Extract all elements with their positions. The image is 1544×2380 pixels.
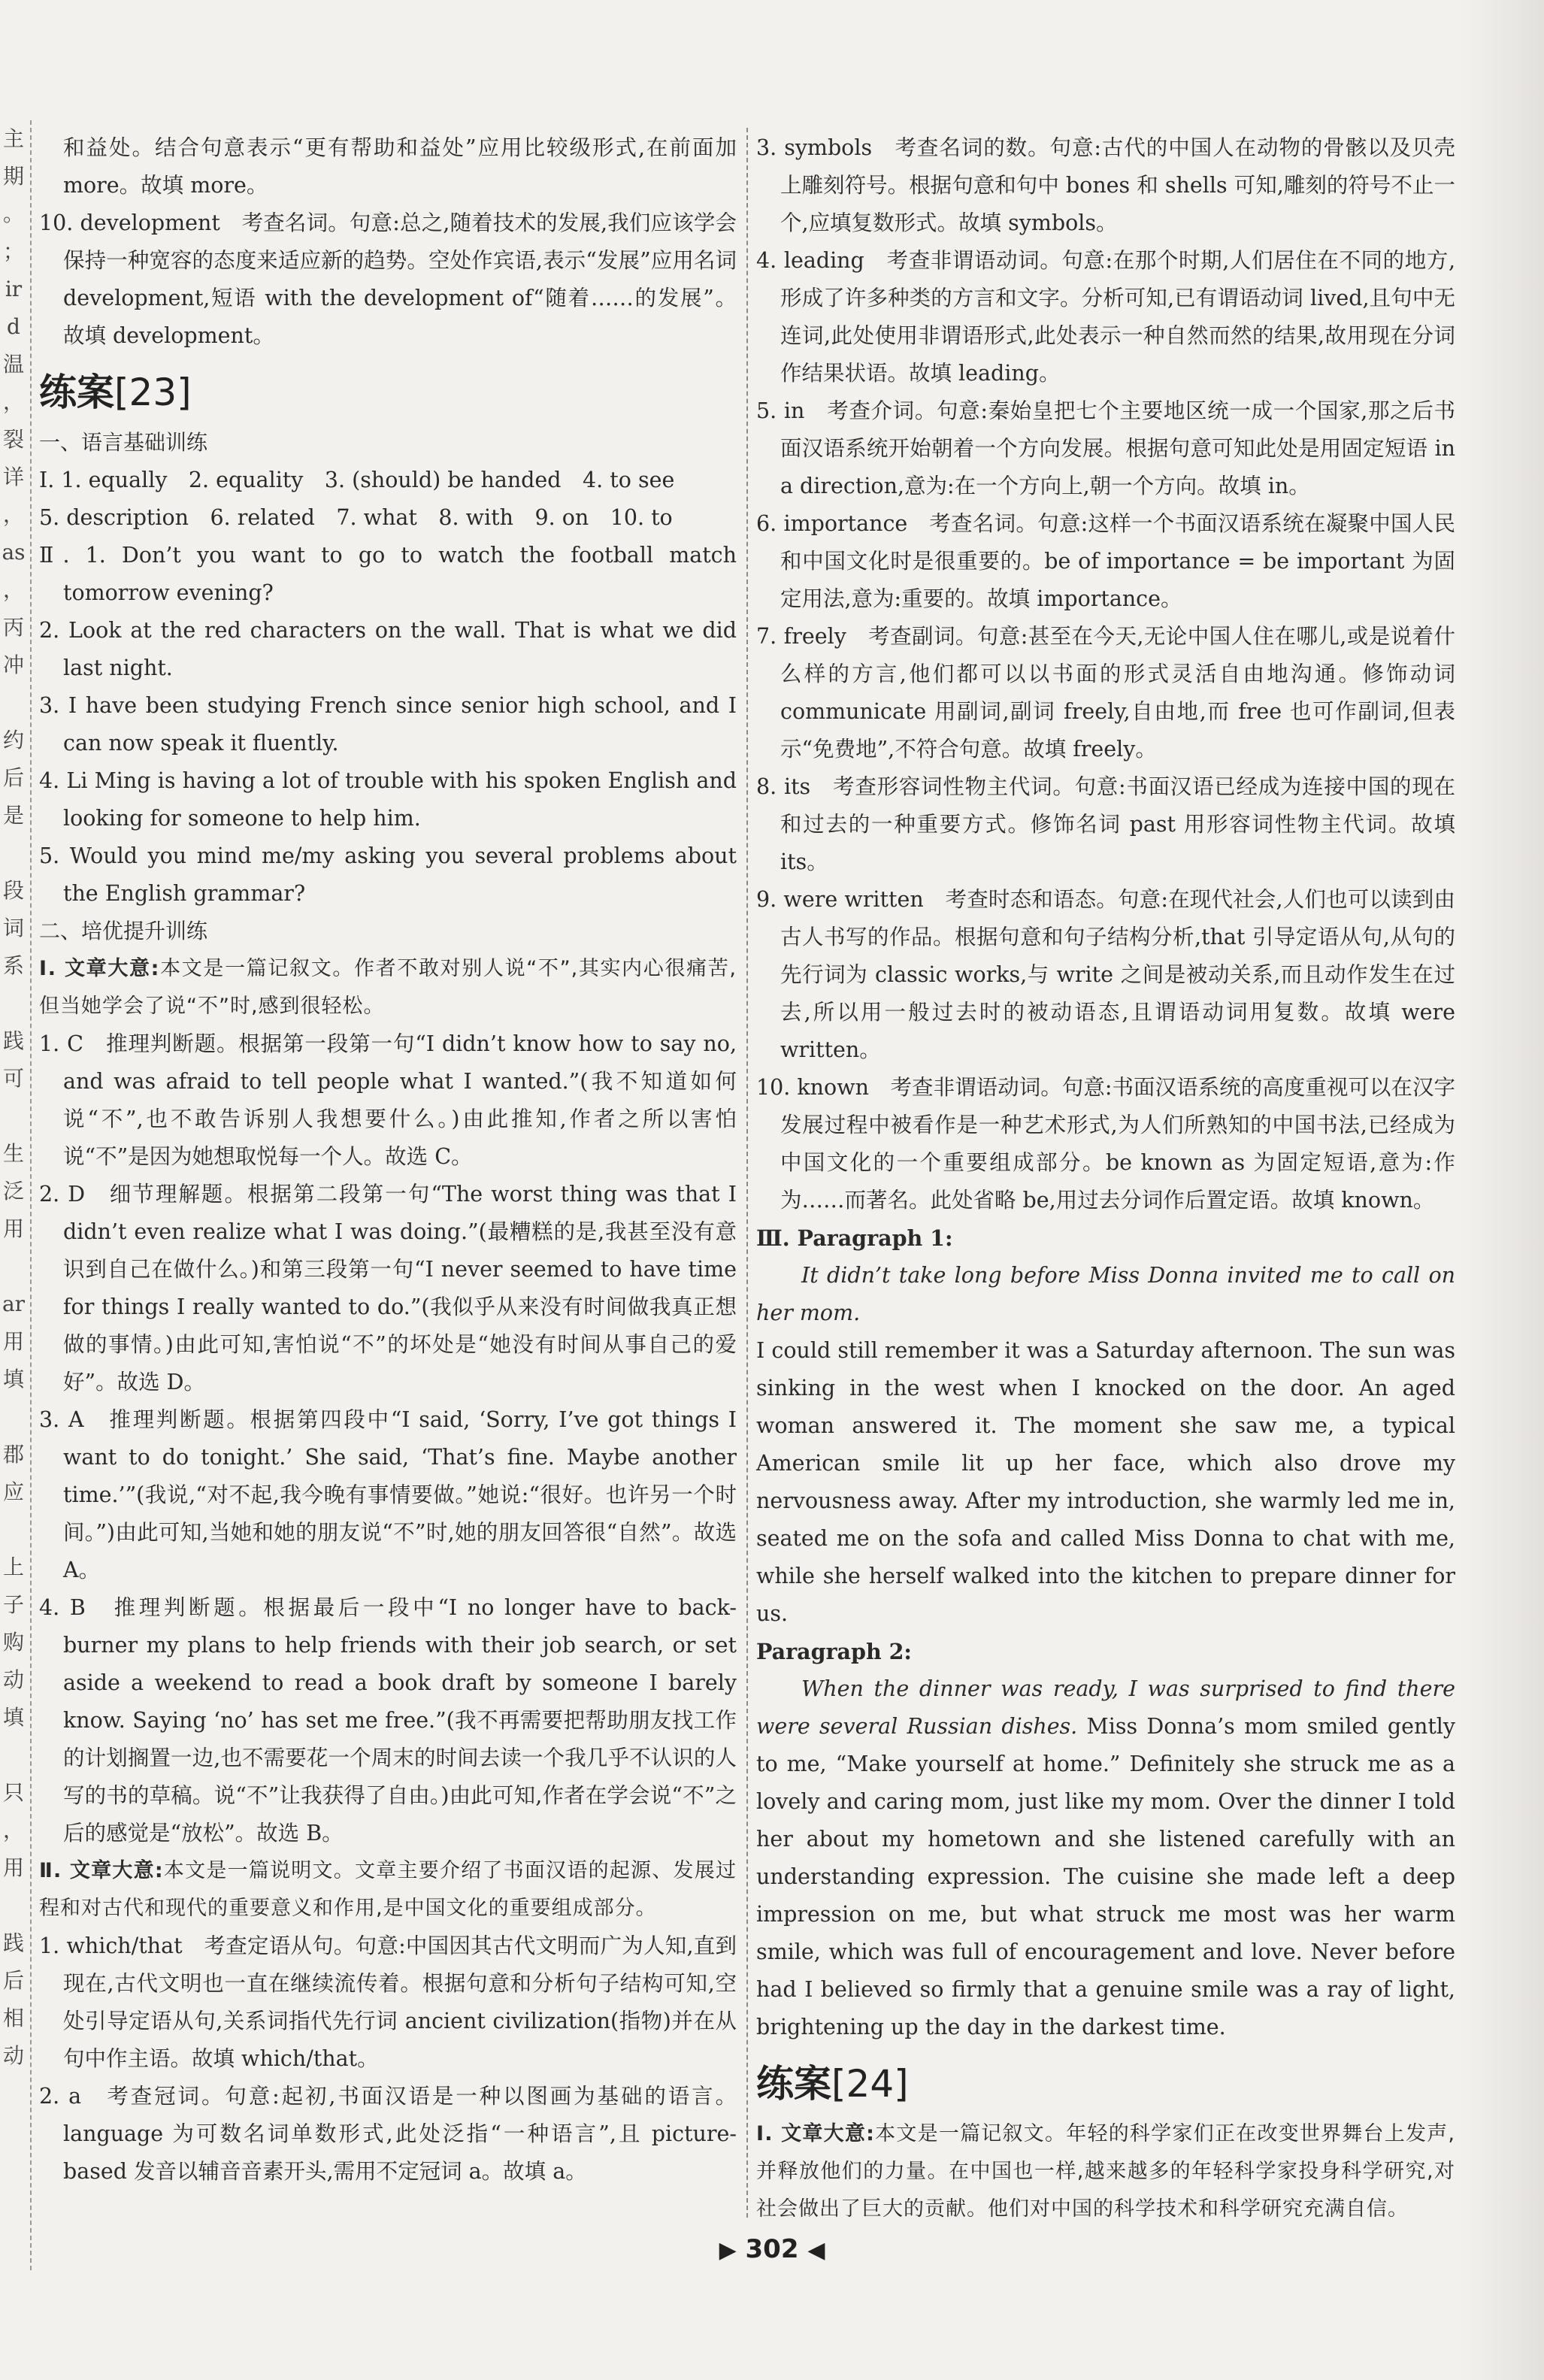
margin-fragment: 填: [2, 1705, 24, 1730]
margin-fragment: 子: [2, 1592, 24, 1617]
margin-fragment: 践: [2, 1028, 24, 1053]
part-title: 二、培优提升训练: [39, 919, 208, 943]
answer-item: 4. leading 考查非谓语动词。句意:在那个时期,人们居住在不同的地方,形成了许多种类的方言和文字。分析可知,已有谓语动词 lived,且句中无连词,此处使用非谓语形式,此处表示一种自然而然的结果,故用现在分词作结果状语。故填 leading。: [756, 248, 1455, 386]
margin-fragment: 期: [2, 164, 24, 189]
summary-label: Ⅱ. 文章大意:: [39, 1859, 164, 1882]
answer-item: 8. its 考查形容词性物主代词。句意:书面汉语已经成为连接中国的现在和过去的一种重要方式。修饰名词 past 用形容词性物主代词。故填 its。: [756, 774, 1455, 874]
answer-item: 1. which/that 考查定语从句。句意:中国因其古代文明而广为人知,直到现在,古代文明也一直在继续流传着。根据句意和分析句子结构可知,空处引导定语从句,关系词指代先行词 ancient civilization(指物)并在从句中作主语。故填 which/that。: [39, 1933, 737, 2071]
paragraph-body: I could still remember it was a Saturday afternoon. The sun was sinking in the west when I knocked on the door. An aged woman answered it. The moment she saw me, a typical American smile lit up her face, which also drove my nervousness away. After my introduction, she warmly led me in, seated me on the sofa and called Miss Donna to chat with me, while she herself walked into the kitchen to prepare dinner for us.: [756, 1338, 1455, 1626]
answer-item: 10. development 考查名词。句意:总之,随着技术的发展,我们应该学会保持一种宽容的态度来适应新的趋势。空处作宾语,表示“发展”应用名词development,短语 with the development of“随着……的发展”。故填 development。: [39, 210, 737, 348]
passage-summary: [39, 950, 737, 1025]
translation-item: 2. Look at the red characters on the wall. That is what we did last night.: [39, 618, 737, 680]
margin-fragment: 主: [2, 126, 24, 151]
margin-fragment: [0, 1887, 27, 1924]
margin-fragment: [0, 834, 27, 872]
right-arrow-icon: ▶: [719, 2237, 737, 2263]
margin-fragment: 后: [2, 1968, 24, 1993]
answer-item: 2. D 细节理解题。根据第二段第一句“The worst thing was that I didn’t even realize what I was doing.”(最糟糕的是,我甚至没有意识到自己在做什么。)和第三段第一句“I never seemed to have time for things I really wanted to do.”(我似乎从来没有时间做我真正想做的事情。)由此可知,害怕说“不”的坏处是“她没有时间从事自己的爱好”。故选 D。: [39, 1182, 737, 1394]
right-column: [756, 129, 1455, 2228]
margin-fragment: [0, 985, 27, 1022]
margin-fragment: ar: [2, 1291, 26, 1316]
margin-fragment: ，: [2, 577, 24, 602]
page-number: 302: [745, 2234, 799, 2264]
binding-fold-line: [30, 120, 32, 2270]
margin-fragment: 详: [2, 465, 24, 489]
page-edge-shadow: [1461, 0, 1544, 2380]
translation-item: Ⅱ. 1. Don’t you want to go to watch the football match tomorrow evening?: [39, 543, 737, 605]
margin-fragment: 践: [2, 1930, 24, 1955]
margin-fragment: 上: [2, 1555, 24, 1579]
answer-item: 5. in 考查介词。句意:秦始皇把七个主要地区统一成一个国家,那之后书面汉语系统开始朝着一个方向发展。根据句意可知此处是用固定短语 in a direction,意为:在一个方向上,朝一个方向。故填 in。: [756, 398, 1455, 498]
answer-item: 3. A 推理判断题。根据第四段中“I said, ‘Sorry, I’ve got things I want to do tonight.’ She said, ‘That’s fine. Maybe another time.’”(我说,“对不起,我今晚有事情要做。”她说:“很好。也许另一个时间。”)由此可知,当她和她的朋友说“不”时,她的朋友回答很“自然”。故选 A。: [39, 1407, 737, 1582]
margin-fragment: 泛: [2, 1179, 24, 1204]
answer-item: 1. C 推理判断题。根据第一段第一句“I didn’t know how to say no, and was afraid to tell people what I wanted.”(我不知道如何说“不”,也不敢告诉别人我想要什么。)由此推知,作者之所以害怕说“不”是因为她想取悦每一个人。故选 C。: [39, 1031, 737, 1169]
answer-line: 5. description 6. related 7. what 8. with 9. on 10. to: [39, 505, 673, 530]
answer-item: 7. freely 考查副词。句意:甚至在今天,无论中国人住在哪儿,或是说着什么样的方言,他们都可以以书面的形式灵活自由地沟通。修饰动词 communicate 用副词,副词 freely,自由地,而 free 也可作副词,但表示“免费地”,不符合句意。故填 freely。: [756, 624, 1455, 762]
answer-item: 9. were written 考查时态和语态。句意:在现代社会,人们也可以读到由古人书写的作品。根据句意和句子结构分析,that 引导定语从句,从句的先行词为 classic works,与 write 之间是被动关系,而且动作发生在过去,所以用一般过去时的被动语态,且谓语动词用复数。故填 were written。: [756, 887, 1455, 1062]
section-number: [24]: [831, 2062, 909, 2106]
summary-text: 本文是一篇记叙文。年轻的科学家们正在改变世界舞台上发声,并释放他们的力量。在中国也一样,越来越多的年轻科学家投身科学研究,对社会做出了巨大的贡献。他们对中国的科学技术和科学研究充满自信。: [756, 2122, 1455, 2221]
margin-fragment: 段: [2, 878, 24, 903]
passage-summary: [39, 1852, 737, 1927]
margin-fragment: ，: [2, 1818, 24, 1843]
margin-fragment: 相: [2, 2006, 24, 2030]
section-number: [23]: [114, 371, 192, 414]
column-divider: [746, 128, 748, 2218]
margin-fragment: 词: [2, 916, 24, 940]
margin-fragment: [0, 1098, 27, 1135]
margin-fragment: d: [7, 314, 20, 339]
left-margin-fragments: [0, 120, 30, 2345]
margin-fragment: 只: [2, 1780, 24, 1805]
answer-item: 4. B 推理判断题。根据最后一段中“I no longer have to back-burner my plans to help friends with their job search, or set aside a weekend to read a book draft by someone I barely know. Saying ‘no’ has set me free.”(我不再需要把帮助朋友找工作的计划搁置一边,也不需要花一个周末的时间去读一个我几乎不认识的人写的书的草稿。说“不”让我获得了自由。)由此可知,作者在学会说“不”之后的感觉是“放松”。故选 B。: [39, 1595, 737, 1846]
margin-fragment: ，: [2, 502, 24, 527]
margin-fragment: 后: [2, 765, 24, 790]
summary-label: Ⅰ. 文章大意:: [756, 2122, 875, 2145]
section-title-23: [39, 364, 737, 421]
margin-fragment: 郡: [2, 1442, 24, 1467]
left-arrow-icon: ◀: [807, 2237, 825, 2263]
margin-fragment: 可: [2, 1066, 24, 1091]
margin-fragment: [0, 1248, 27, 1285]
translation-item: 3. I have been studying French since senior high school, and I can now speak it fluently.: [39, 693, 737, 755]
margin-fragment: 填: [2, 1367, 24, 1391]
answer-item: 10. known 考查非谓语动词。句意:书面汉语系统的高度重视可以在汉字发展过程中被看作是一种艺术形式,为人们所熟知的中国书法,已经成为中国文化的一个重要组成部分。be known as 为固定短语,意为:作为……而著名。此处省略 be,用过去分词作后置定语。故填 known。: [756, 1075, 1455, 1213]
margin-fragment: 用: [2, 1329, 24, 1354]
margin-fragment: 动: [2, 1667, 24, 1692]
margin-fragment: [0, 1737, 27, 1774]
margin-fragment: [0, 1511, 27, 1549]
margin-fragment: ；: [2, 239, 24, 264]
translation-item: 4. Li Ming is having a lot of trouble with his spoken English and looking for someone to help him.: [39, 768, 737, 831]
part-title: 一、语言基础训练: [39, 430, 208, 455]
answer-item: 2. a 考查冠词。句意:起初,书面汉语是一种以图画为基础的语言。language 为可数名词单数形式,此处泛指“一种语言”,且 picture-based 发音以辅音音素开头,需用不定冠词 a。故填 a。: [39, 2084, 737, 2184]
paragraph-label: Paragraph 2:: [756, 1639, 912, 1664]
margin-fragment: 。: [2, 201, 24, 226]
margin-fragment: 动: [2, 2043, 24, 2068]
answer-item: 6. importance 考查名词。句意:这样一个书面汉语系统在凝聚中国人民和中国文化时是很重要的。be of importance = be important 为固定用法,意为:重要的。故填 importance。: [756, 511, 1455, 611]
section-label: 练案: [39, 371, 114, 414]
margin-fragment: [0, 684, 27, 722]
answer-line: Ⅰ. 1. equally 2. equality 3. (should) be handed 4. to see: [39, 468, 675, 492]
margin-fragment: 约: [2, 728, 24, 752]
continued-answer: 和益处。结合句意表示“更有帮助和益处”应用比较级形式,在前面加 more。故填 more。: [63, 135, 737, 198]
margin-fragment: 应: [2, 1479, 24, 1504]
margin-fragment: as: [2, 540, 26, 565]
section-label: 练案: [756, 2062, 831, 2106]
translation-item: 5. Would you mind me/my asking you several problems about the English grammar?: [39, 843, 737, 906]
paragraph-first-sentence: It didn’t take long before Miss Donna invited me to call on her mom.: [756, 1263, 1455, 1325]
left-column: [39, 129, 737, 2191]
paragraph-label: Ⅲ. Paragraph 1:: [756, 1225, 953, 1251]
answer-item: 3. symbols 考查名词的数。句意:古代的中国人在动物的骨骸以及贝壳上雕刻符号。根据句意和句中 bones 和 shells 可知,雕刻的符号不止一个,应填复数形式。故填 symbols。: [756, 135, 1455, 235]
passage-summary: [756, 2115, 1455, 2228]
margin-fragment: ，: [2, 389, 24, 414]
margin-fragment: 生: [2, 1141, 24, 1166]
page-footer: [0, 2234, 1544, 2264]
margin-fragment: 温: [2, 352, 24, 377]
margin-fragment: 丙: [2, 615, 24, 640]
margin-fragment: 用: [2, 1216, 24, 1241]
margin-fragment: 购: [2, 1630, 24, 1655]
margin-fragment: [0, 1398, 27, 1436]
paragraph-continuation: Miss Donna’s mom smiled gently to me, “Make yourself at home.” Definitely she struck me as a lovely and caring mom, just like my mom. Over the dinner I told her about my hometown and she listened carefully with an understanding expression. The cuisine she made left a deep impression on me, but what struck me most was her warm smile, which was full of encouragement and love. Never before had I believed so firmly that a genuine smile was a ray of light, brightening up the day in the darkest time.: [756, 1714, 1455, 2039]
paragraph-first-sentence: When the dinner was ready, I was surprised to find there were several Russian dishes.: [756, 1676, 1455, 1739]
paragraph-body: [756, 1670, 1455, 2046]
section-title-24: [756, 2055, 1455, 2112]
margin-fragment: 裂: [2, 427, 24, 452]
summary-label: Ⅰ. 文章大意:: [39, 957, 160, 980]
summary-text: 本文是一篇记叙文。作者不敢对别人说“不”,其实内心很痛苦,但当她学会了说“不”时,感到很轻松。: [39, 957, 737, 1018]
margin-fragment: 是: [2, 803, 24, 828]
margin-fragment: 系: [2, 953, 24, 978]
summary-text: 本文是一篇说明文。文章主要介绍了书面汉语的起源、发展过程和对古代和现代的重要意义和作用,是中国文化的重要组成部分。: [39, 1859, 737, 1920]
margin-fragment: ir: [5, 277, 23, 301]
margin-fragment: 用: [2, 1855, 24, 1880]
margin-fragment: 冲: [2, 653, 24, 677]
